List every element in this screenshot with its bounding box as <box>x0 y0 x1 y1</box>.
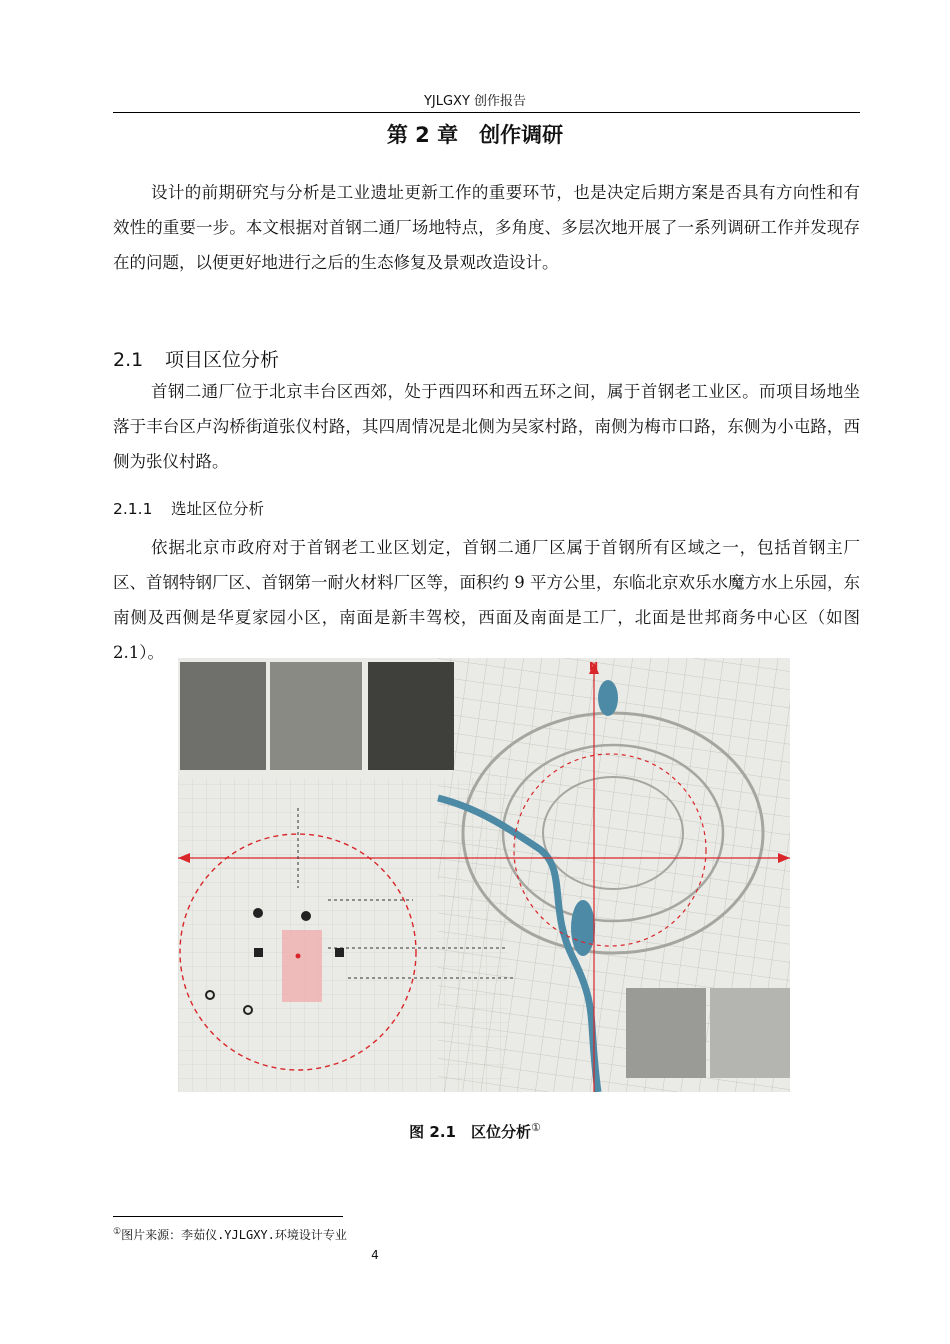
section-title: 项目区位分析 <box>165 349 280 371</box>
figure-caption <box>0 1121 950 1142</box>
intro-paragraph: 设计的前期研究与分析是工业遗址更新工作的重要环节，也是决定后期方案是否具有方向性和有效性的重要一步。本文根据对首钢二通厂场地特点，多角度、多层次地开展了一系列调研工作并发现存在的问题，以便更好地进行之后的生态修复及景观改造设计。 <box>113 183 860 272</box>
subsection-heading-2-1-1 <box>113 497 264 519</box>
footnote-mark: ① <box>113 1227 122 1237</box>
chapter-title: 第 2 章 创作调研 <box>386 123 564 147</box>
footnote-text: 图片来源：李茹仪.YJLGXY.环境设计专业 <box>121 1228 347 1242</box>
caption-footnote-mark: ① <box>530 1121 541 1134</box>
north-label: N <box>589 660 599 673</box>
header-rule <box>113 112 860 113</box>
subsection-number: 2.1.1 <box>113 500 153 518</box>
caption-text: 图 2.1 区位分析 <box>409 1123 531 1141</box>
footnote-rule <box>113 1216 343 1217</box>
location-map <box>178 658 790 1092</box>
running-header: YJLGXY 创作报告 <box>423 94 527 109</box>
section-heading-2-1 <box>113 345 279 372</box>
section-2-1-paragraph: 首钢二通厂位于北京丰台区西郊，处于西四环和西五环之间，属于首钢老工业区。而项目场地坐落于丰台区卢沟桥街道张仪村路，其四周情况是北侧为吴家村路，南侧为梅市口路，东侧为小屯路，西侧为张仪村路。 <box>113 382 860 471</box>
page-number: 4 <box>371 1248 379 1262</box>
section-number: 2.1 <box>113 349 144 371</box>
location-analysis-figure <box>178 658 790 1092</box>
footnote <box>113 1226 347 1243</box>
section-2-1-1-paragraph: 依据北京市政府对于首钢老工业区划定，首钢二通厂区属于首钢所有区域之一，包括首钢主厂区、首钢特钢厂区、首钢第一耐火材料厂区等，面积约 9 平方公里，东临北京欢乐水魔方水上乐园，东南侧及西侧是华夏家园小区，南面是新丰驾校，西面及南面是工厂，北面是世邦商务中心区（如图 2.1）。 <box>113 538 860 662</box>
subsection-title: 选址区位分析 <box>171 500 265 518</box>
